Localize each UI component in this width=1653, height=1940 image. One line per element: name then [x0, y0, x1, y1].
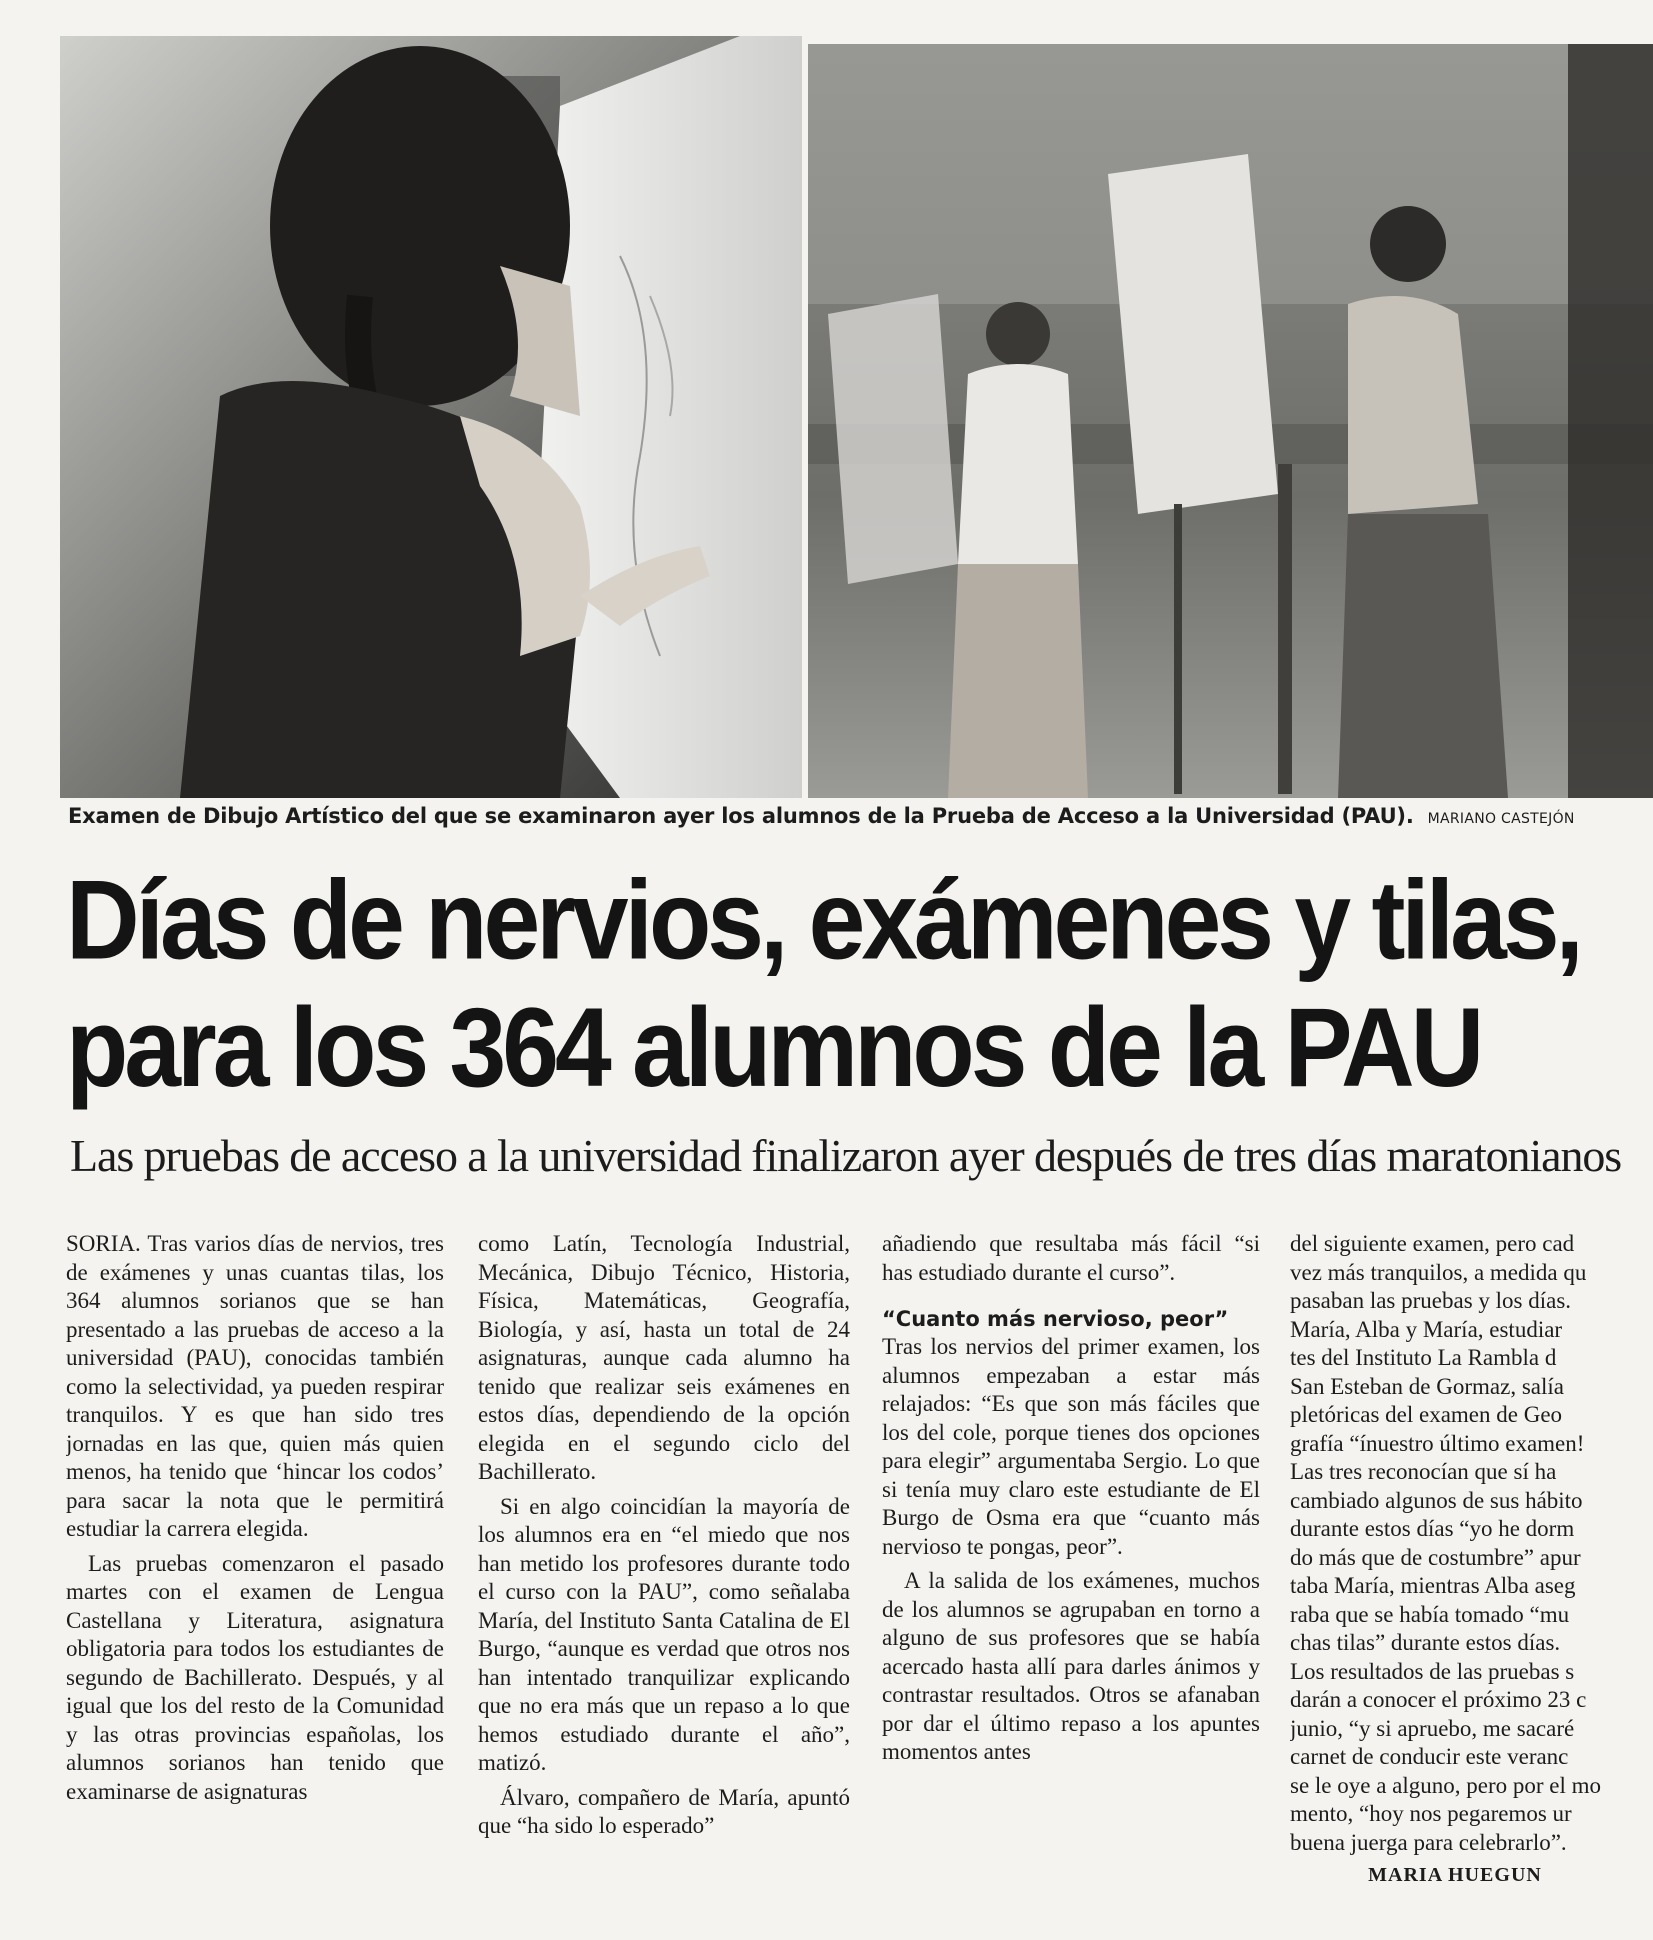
article-line: darán a conocer el próximo 23 c — [1290, 1687, 1587, 1712]
article-line: San Esteban de Gormaz, salía — [1290, 1373, 1564, 1399]
article-column-1 — [66, 1230, 444, 1910]
article-line: raba que se había tomado “mu — [1290, 1601, 1570, 1627]
subheadline: Las pruebas de acceso a la universidad finalizaron ayer después de tres días maratonianos — [70, 1130, 1622, 1181]
article-paragraph: Álvaro, compañero de María, apuntó que “ha sido lo esperado” — [478, 1784, 850, 1838]
article-line: durante estos días “yo he dorm — [1290, 1516, 1575, 1541]
article-line: pasaban las pruebas y los días. — [1290, 1288, 1572, 1313]
article-line: tes del Instituto La Rambla d — [1290, 1345, 1557, 1370]
photo-credit: MARIANO CASTEJÓN — [1427, 811, 1575, 827]
headline-line-2: para los 364 alumnos de la PAU — [66, 984, 1481, 1111]
article-line: junio, “y si apruebo, me sacaré — [1290, 1715, 1575, 1741]
article-line: Las tres reconocían que sí ha — [1290, 1459, 1557, 1484]
photo-student-drawing-image — [60, 36, 802, 798]
article-line: María, Alba y María, estudiar — [1290, 1316, 1563, 1342]
article-paragraph: como Latín, Tecnología Industrial, Mecánica, Dibujo Técnico, Historia, Física, Matemáticas, Geografía, Biología, y así, hasta un total de 24 asignaturas, aunque cada alumno ha tenido que realizar seis exámenes en estos días, dependiendo de la opción elegida en el segundo ciclo del Bachillerato. — [478, 1231, 850, 1484]
article-line: vez más tranquilos, a medida qu — [1290, 1259, 1587, 1285]
article-line: Los resultados de las pruebas s — [1290, 1658, 1575, 1684]
article-line: cambiado algunos de sus hábito — [1290, 1487, 1583, 1513]
article-paragraph: Si en algo coincidían la mayoría de los alumnos era en “el miedo que nos han metido los profesores durante todo el curso con la PAU”, como señalaba María, del Instituto Santa Catalina de El Burgo, “aunque es verdad que otros nos han intentado tranquilizar explicando que no era más que un repaso a lo que hemos estudiado durante el año”, matizó. — [478, 1493, 850, 1775]
photo-students-at-easels-image — [808, 44, 1653, 798]
author-byline: MARIA HUEGUN — [1368, 1864, 1542, 1886]
article-line: buena juerga para celebrarlo”. — [1290, 1829, 1567, 1855]
article-line: pletóricas del examen de Geo — [1290, 1402, 1563, 1427]
article-paragraph: A la salida de los exámenes, muchos de los alumnos se agrupaban en torno a alguno de sus profesores que se había acercado hasta allí para darles ánimos y contrastar resultados. Otros se afanaban por dar el último repaso a los apuntes momentos antes — [882, 1568, 1260, 1764]
article-line: se le oye a alguno, pero por el mo — [1290, 1772, 1602, 1798]
article-subheading: “Cuanto más nervioso, peor” — [882, 1307, 1229, 1331]
article-line: do más que de costumbre” apur — [1290, 1544, 1581, 1570]
article-line: del siguiente examen, pero cad — [1290, 1231, 1575, 1256]
photo-caption — [68, 804, 1575, 834]
article-line: carnet de conducir este veranc — [1290, 1744, 1569, 1769]
article-paragraph: Tras los nervios del primer examen, los alumnos empezaban a estar más relajados: “Es que son más fáciles que los del cole, porque tienes dos opciones para elegir” argumentaba Sergio. Lo que si tenía muy claro este estudiante de El Burgo de Osma era que “cuanto más nervioso te pongas, peor”. — [882, 1334, 1260, 1559]
article-column-4 — [1290, 1230, 1653, 1910]
article-line: chas tilas” durante estos días. — [1290, 1630, 1561, 1655]
article-line: mento, “hoy nos pegaremos ur — [1290, 1801, 1572, 1826]
headline-line-1: Días de nervios, exámenes y tilas, — [66, 857, 1580, 983]
photo-students-at-easels — [808, 44, 1653, 798]
headline — [66, 856, 1626, 1111]
article-line: taba María, mientras Alba aseg — [1290, 1573, 1576, 1598]
article-column-3 — [882, 1230, 1260, 1910]
photo-student-drawing — [60, 36, 802, 798]
article-paragraph: añadiendo que resultaba más fácil “si has estudiado durante el curso”. — [882, 1231, 1260, 1285]
photo-caption-text: Examen de Dibujo Artístico del que se examinaron ayer los alumnos de la Prueba de Acceso a la Universidad (PAU). — [68, 804, 1414, 828]
article-line: grafía “ínuestro último examen! — [1290, 1430, 1585, 1456]
article-paragraph: Las pruebas comenzaron el pasado martes con el examen de Lengua Castellana y Literatura, asignatura obligatoria para todos los estudiantes de segundo de Bachillerato. Después, y al igual que los del resto de la Comunidad y las otras provincias españolas, los alumnos sorianos han tenido que examinarse de asignaturas — [66, 1550, 444, 1804]
article-column-2 — [478, 1230, 850, 1910]
article-paragraph: SORIA. Tras varios días de nervios, tres de exámenes y unas cuantas tilas, los 364 alumnos sorianos que se han presentado a las pruebas de acceso a la universidad (PAU), conocidas también como la selectividad, ya pueden respirar tranquilos. Y es que han sido tres jornadas en las que, quien más quien menos, ha tenido que ‘hincar los codos’ para sacar la nota que le permitirá estudiar la carrera elegida. — [66, 1231, 444, 1541]
